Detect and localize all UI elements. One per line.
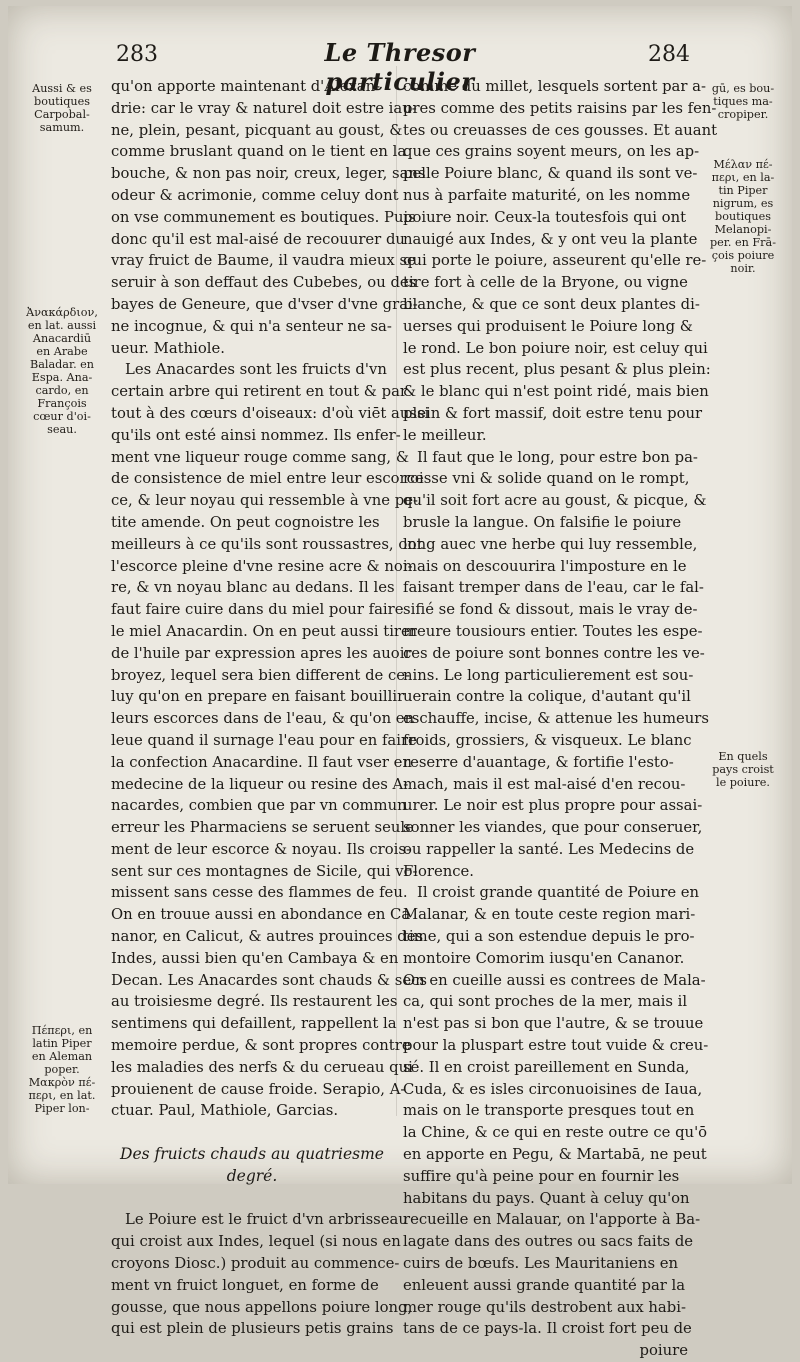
text-line: nus à parfaite maturité, on les nomme [403,186,691,204]
text-line: prouienent de cause froide. Serapio, A- [111,1080,406,1098]
margin-note-line: per. en Frā- [710,236,776,249]
margin-note-line: Carpobal- [34,108,90,121]
text-line [111,1122,393,1144]
text-line: erreur les Pharmaciens se seruent seule [111,819,414,837]
text-line: l'escorce pleine d'vne resine acre & noi- [111,557,413,575]
margin-note-line: poper. [44,1063,80,1076]
text-line: Le Poiure est le fruict d'vn arbrisseau [125,1211,408,1229]
text-line: Indes, aussi bien qu'en Cambaya & en [111,949,399,967]
text-line: urer. Le noir est plus propre pour assai- [403,797,703,815]
text-line: suffire qu'à peine pour en fournir les [403,1167,680,1185]
text-line: On en trouue aussi en abondance en Ca [111,906,411,924]
text-line: sonner les viandes, que pour conseruer, [403,819,703,837]
text-line: luy qu'on en prepare en faisant bouillir [111,688,405,706]
text-line: ca, qui sont proches de la mer, mais il [403,993,688,1011]
margin-note-line: περι, en lat. [28,1089,96,1102]
margin-note-line: cropiper. [717,108,769,121]
text-line: de l'huile par expression apres les auoir [111,644,412,662]
text-line: Il faut que le long, pour estre bon pa- [417,448,698,466]
text-line: meure tousiours entier. Toutes les espe- [403,622,703,640]
margin-note-line: Μακρὸν πέ- [28,1076,96,1089]
text-line: comme du millet, lesquels sortent par a- [403,78,706,95]
text-line: mais on le transporte presques tout en [403,1102,695,1120]
text-line: ces de poiure sont bonnes contre les ve- [403,644,705,662]
text-line: recueille en Malauar, on l'apporte à Ba- [403,1211,701,1229]
text-line: nanor, en Calicut, & autres prouinces des [111,928,424,946]
text-line: ment vn fruict longuet, en forme de [111,1276,379,1294]
text-line: les maladies des nerfs & du cerueau qui [111,1058,413,1076]
text-line: enleuent aussi grande quantité par la [403,1276,686,1294]
text-line: tout à des cœurs d'oiseaux: d'où viēt aussi [111,404,430,422]
text-line: qui est plein de plusieurs petis grains [111,1320,394,1338]
text-line: Cuda, & es isles circonuoisines de Iaua, [403,1080,703,1098]
text-line: sentimens qui defaillent, rappellent la [111,1015,397,1033]
text-line: uerain contre la colique, d'autant qu'il [403,688,691,706]
text-line: lagate dans des outres ou sacs faits de [403,1233,694,1251]
margin-note-line: samum. [39,121,85,134]
text-line: pelle Poiure blanc, & quand ils sont ve- [403,165,698,183]
margin-note-line: Μέλαν πέ- [713,158,773,171]
margin-note-piper [16,1024,108,1115]
margin-note-line: çois poiure [711,249,775,262]
running-title: Le Thresor particulier [324,38,476,96]
text-column-left [111,76,430,1340]
margin-note-piper-nigrum [698,158,788,275]
text-line: roisse vni & solide quand on le rompt, [403,470,690,488]
margin-note-line: boutiques [715,210,771,223]
margin-note-line: nigrum, es [712,197,774,210]
margin-note-anacarde [16,306,108,436]
margin-note-line: En quels [718,750,768,763]
text-line: time, qui a son estendue depuis le pro- [403,928,695,946]
text-line: mer rouge qu'ils destrobent aux habi- [403,1298,686,1316]
text-line: le rond. Le bon poiure noir, est celuy qui [403,339,708,357]
margin-note-line: en Aleman [31,1050,93,1063]
text-line: nacardes, combien que par vn commun [111,797,407,815]
margin-note-line: περι, en la- [711,171,775,184]
text-line: de consistence de miel entre leur escorce [111,470,424,488]
page-number-right: 284 [648,42,690,67]
margin-note-line: Baladar. en [29,358,95,371]
text-line: faisant tremper dans de l'eau, car le fal- [403,579,704,597]
text-line: missent sans cesse des flammes de feu. [111,884,408,902]
text-line: en apporte en Pegu, & Martabā, ne peut [403,1146,707,1164]
text-line: long auec vne herbe qui luy ressemble, [403,535,698,553]
text-line: nins. Le long particulierement est sou- [403,666,694,684]
text-line: tite amende. On peut cognoistre les [111,513,380,531]
margin-note-line: cœur d'oi- [33,410,91,423]
margin-note-line: Espa. Ana- [31,371,93,384]
text-line: la confection Anacardine. Il faut vser en [111,753,412,771]
text-line: blanche, & que ce sont deux plantes di- [403,295,700,313]
text-line: ment vne liqueur rouge comme sang, & [111,448,410,466]
text-line: plein & fort massif, doit estre tenu pour [403,404,703,422]
margin-note-line: en lat. aussi [27,319,97,332]
text-line: nauigé aux Indes, & y ont veu la plante [403,230,698,248]
text-line: brusle la langue. On falsifie le poiure [403,513,682,531]
text-line: qu'on apporte maintenant d'Alexan- [111,78,381,95]
text-line: sifié se fond & dissout, mais le vray de- [403,601,698,619]
page-number-left: 283 [116,42,158,67]
text-line: pres comme des petits raisins par les fen- [403,99,717,117]
text-line: la Chine, & ce qui en reste outre ce qu'ō [403,1124,708,1142]
text-line: qu'il soit fort acre au goust, & picque, & [403,492,707,510]
text-line: memoire perdue, & sont propres contre [111,1037,411,1055]
text-line: drie: car le vray & naturel doit estre iau- [111,99,417,117]
text-line: comme bruslant quand on le tient en la [111,143,407,161]
margin-note-line: pays croist [712,763,774,776]
margin-note-line: latin Piper [32,1037,92,1050]
text-line: qu'ils ont esté ainsi nommez. Ils enfer- [111,426,401,444]
text-line: tire fort à celle de la Bryone, ou vigne [403,274,688,292]
text-line: Florence. [403,862,475,880]
text-line: ne incognue, & qui n'a senteur ne sa- [111,317,392,335]
margin-note-macropiper [698,82,788,121]
text-line: le meilleur. [403,426,487,444]
margin-note-en-quels-pays [698,750,788,789]
margin-note-line: Aussi & es [32,82,92,95]
text-line: tes ou creuasses de ces gousses. Et auant [403,121,718,139]
text-line: ne, plein, pesant, picquant au goust, & [111,121,403,139]
text-line: bayes de Geneure, que d'vser d'vne grai- [111,295,418,313]
text-line: Il croist grande quantité de Poiure en [417,884,700,902]
text-line: ou rappeller la santé. Les Medecins de [403,840,695,858]
text-line: qui porte le poiure, asseurent qu'elle re- [403,252,707,270]
text-line: au troisiesme degré. Ils restaurent les [111,993,398,1011]
book-page [8,6,792,1360]
margin-note-line: le poiure. [716,776,770,789]
text-line: pour la pluspart estre tout vuide & creu- [403,1037,709,1055]
text-line: mais on descouurira l'imposture en le [403,557,687,575]
text-line: donc qu'il est mal-aisé de recouurer du [111,230,405,248]
text-line: mach, mais il est mal-aisé d'en recou- [403,775,686,793]
text-line: sé. Il en croist pareillement en Sunda, [403,1058,690,1076]
text-line: on vse communement es boutiques. Puis [111,208,416,226]
text-line: gousse, que nous appellons poiure long, [111,1298,413,1316]
text-line: habitans du pays. Quant à celuy qu'on [403,1189,690,1207]
section-heading-line: Des fruicts chauds au quatriesme [120,1145,384,1164]
text-line: broyez, lequel sera bien different de ce- [111,666,411,684]
text-line: vray fruict de Baume, il vaudra mieux se [111,252,416,270]
margin-note-line: boutiques [34,95,90,108]
text-line: ment de leur escorce & noyau. Ils crois- [111,840,411,858]
margin-note-line: tiques ma- [713,95,773,108]
text-line: certain arbre qui retirent en tout & par [111,383,407,401]
text-column-right [403,76,718,1362]
text-line: qui croist aux Indes, lequel (si nous en [111,1233,401,1251]
text-line: ce, & leur noyau qui ressemble à vne pe- [111,492,418,510]
text-line: Les Anacardes sont les fruicts d'vn [125,361,387,379]
margin-note-line: seau. [47,423,77,436]
text-line: ueur. Mathiole. [111,339,225,357]
text-line: & le blanc qui n'est point ridé, mais bien [403,383,709,401]
text-line: Decan. Les Anacardes sont chauds & secs [111,971,428,989]
margin-note-line: cardo, en [35,384,89,397]
margin-note-line: Πέπερι, en [31,1024,93,1037]
text-line: sent sur ces montagnes de Sicile, qui vo- [111,862,418,880]
text-line: faut faire cuire dans du miel pour faire [111,601,404,619]
text-line: Malanar, & en toute ceste region mari- [403,906,696,924]
text-line: medecine de la liqueur ou resine des A- [111,775,409,793]
text-line: est plus recent, plus pesant & plus plein: [403,361,711,379]
text-line: ctuar. Paul, Mathiole, Garcias. [111,1102,339,1120]
text-line: re, & vn noyau blanc au dedans. Il les [111,579,395,597]
text-line: cuirs de bœufs. Les Mauritaniens en [403,1255,679,1273]
margin-note-line: noir. [730,262,756,275]
text-line: leue quand il surnage l'eau pour en faire [111,731,417,749]
margin-note-line: Anacardiū [32,332,92,345]
text-line: reserre d'auantage, & fortifie l'esto- [403,753,674,771]
margin-note-line: Ἀνακάρδιον, [26,306,98,319]
section-heading-line: degré. [226,1166,278,1185]
catchword: poiure [639,1342,688,1360]
text-line: eschauffe, incise, & attenue les humeurs [403,710,709,728]
margin-note-line: tin Piper [718,184,768,197]
margin-note-line: Melanopi- [714,223,772,236]
text-line: montoire Comorim iusqu'en Cananor. [403,949,685,967]
margin-note-line: gū, es bou- [711,82,775,95]
text-line: seruir à son deffaut des Cubebes, ou des [111,274,417,292]
text-line: n'est pas si bon que l'autre, & se trouue [403,1015,704,1033]
text-line: bouche, & non pas noir, creux, leger, sans [111,165,426,183]
text-line: le miel Anacardin. On en peut aussi tirer [111,622,417,640]
margin-note-line: en Arabe [36,345,88,358]
margin-note-line: Piper lon- [34,1102,90,1115]
margin-note-carpobalsamum [16,82,108,134]
text-line: meilleurs à ce qu'ils sont roussastres, ont [111,535,423,553]
text-line: froids, grossiers, & visqueux. Le blanc [403,731,692,749]
text-line [111,1188,393,1210]
text-line: tans de ce pays-la. Il croist fort peu de [403,1320,692,1338]
text-line: uerses qui produisent le Poiure long & [403,317,693,335]
text-line: leurs escorces dans de l'eau, & qu'on en [111,710,415,728]
text-line: croyons Diosc.) produit au commence- [111,1255,400,1273]
text-line: odeur & acrimonie, comme celuy dont [111,186,399,204]
text-line: poiure noir. Ceux-la toutesfois qui ont [403,208,687,226]
margin-note-line: François [37,397,87,410]
text-line: que ces grains soyent meurs, on les ap- [403,143,700,161]
text-line: On en cueille aussi es contrees de Mala- [403,971,706,989]
